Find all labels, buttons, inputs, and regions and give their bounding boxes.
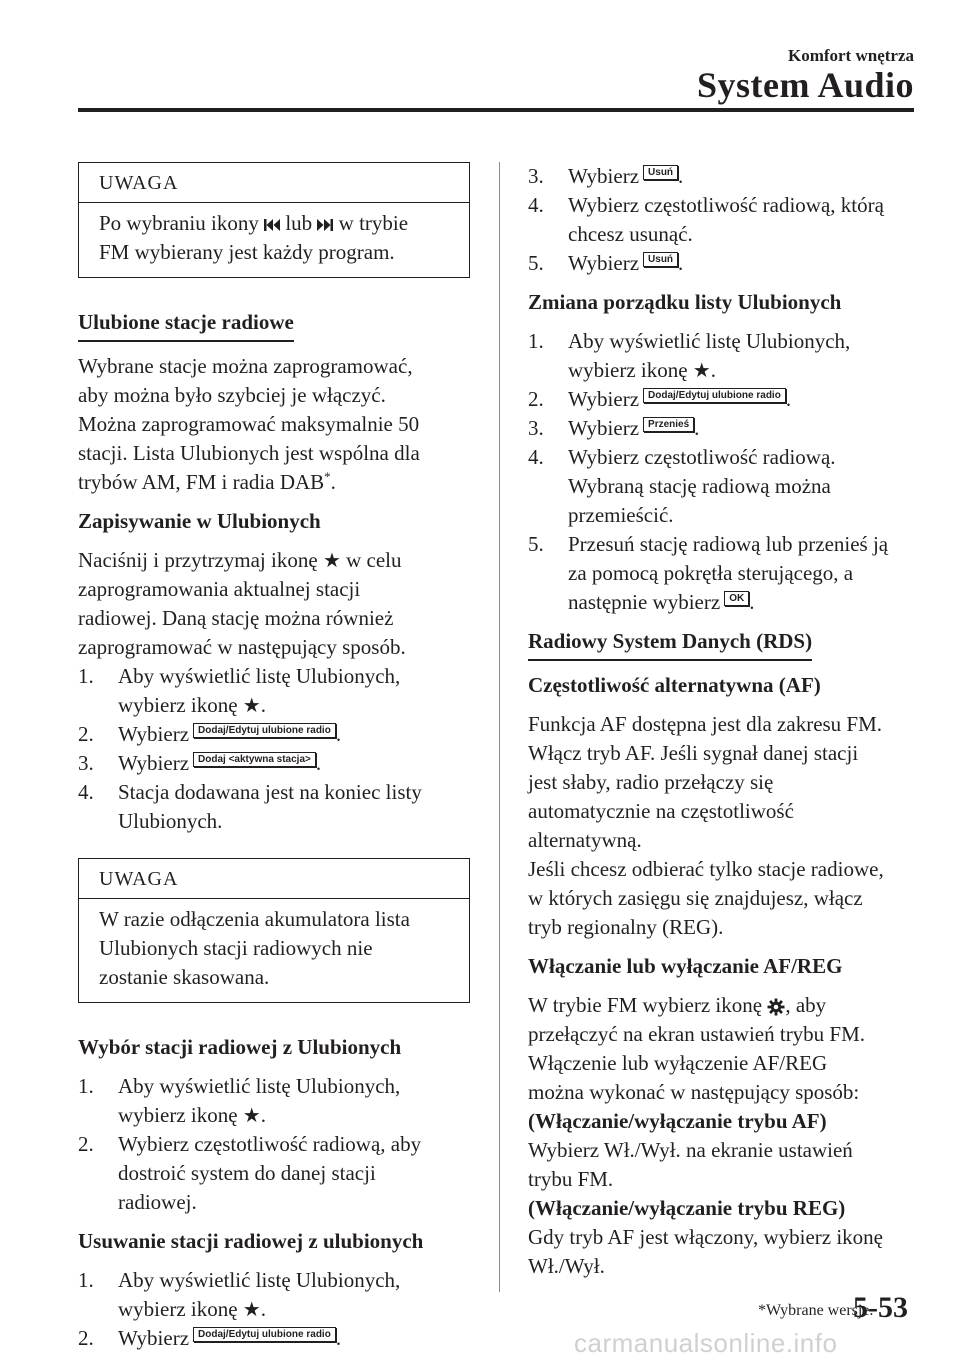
subsection-heading: Włączanie lub wyłączanie AF/REG xyxy=(528,954,843,978)
note-body xyxy=(79,203,469,277)
list-item: 2 . Wybierz Dodaj/Edytuj ulubione radio . xyxy=(528,385,920,414)
asterisk: * xyxy=(324,469,331,484)
gear-icon xyxy=(767,998,785,1016)
header-rule xyxy=(78,108,914,112)
list-item: 1 . Aby wyświetlić listę Ulubionych, wybierz ikonę ★. xyxy=(78,1072,470,1130)
star-icon: ★ xyxy=(322,548,341,572)
list-item: 3 . Wybierz Przenieś . xyxy=(528,414,920,443)
list-item: 1 . Aby wyświetlić listę Ulubionych, wybierz ikonę ★. xyxy=(78,662,470,720)
note-title: UWAGA xyxy=(79,163,469,203)
page-title: System Audio xyxy=(696,65,914,105)
list-item: 3 . Wybierz Dodaj <aktywna stacja> . xyxy=(78,749,470,778)
ok-button[interactable]: OK xyxy=(724,591,749,606)
list-item: 5 . Przesuń stację radiową lub przenieś ją za pomocą pokrętła sterującego, a następnie wybierz OK . xyxy=(528,530,920,617)
star-icon: ★ xyxy=(692,358,711,382)
section-heading: Ulubione stacje radiowe xyxy=(78,308,294,342)
subsection-heading: Wybór stacji radiowej z Ulubionych xyxy=(78,1035,402,1059)
save-paragraph: Naciśnij i przytrzymaj ikonę ★ w celu zaprogramowania aktualnej stacji radiowej. Daną stację można również zaprogramować w następujący sposób. xyxy=(78,548,406,659)
subsection-heading: Częstotliwość alternatywna (AF) xyxy=(528,673,821,697)
add-active-station-button[interactable]: Dodaj <aktywna stacja> xyxy=(193,752,316,767)
list-item: 2 . Wybierz Dodaj/Edytuj ulubione radio . xyxy=(78,720,470,749)
note-box xyxy=(78,162,470,278)
delete-steps xyxy=(78,1266,470,1353)
order-steps xyxy=(528,327,920,617)
note-text: FM wybierany jest każdy program. xyxy=(99,240,395,264)
section-heading: Radiowy System Danych (RDS) xyxy=(528,627,812,661)
delete-steps-continued xyxy=(528,162,920,278)
delete-button[interactable]: Usuń xyxy=(643,165,678,180)
subsection-heading: Zapisywanie w Ulubionych xyxy=(78,509,321,533)
note-text: Po wybraniu ikony xyxy=(99,211,259,235)
list-item: 2 . Wybierz częstotliwość radiową, aby dostroić system do danej stacji radiowej. xyxy=(78,1130,470,1217)
star-icon: ★ xyxy=(242,693,261,717)
left-column xyxy=(78,162,470,1353)
move-button[interactable]: Przenieś xyxy=(643,417,694,432)
list-item: 4 . Wybierz częstotliwość radiową. Wybraną stację radiową można przemieścić. xyxy=(528,443,920,530)
list-item: 2 . Wybierz Dodaj/Edytuj ulubione radio . xyxy=(78,1324,470,1353)
seek-forward-icon xyxy=(317,218,333,232)
section-label: Komfort wnętrza xyxy=(787,46,914,65)
list-item: 4 . Wybierz częstotliwość radiową, którą chcesz usunąć. xyxy=(528,191,920,249)
list-item: 5 . Wybierz Usuń . xyxy=(528,249,920,278)
procedure-heading: (Włączanie/wyłączanie trybu AF) xyxy=(528,1109,827,1133)
af-paragraph: Funkcja AF dostępna jest dla zakresu FM. Włącz tryb AF. Jeśli sygnał danej stacji jest słaby, radio przełączy się automatycznie na częstotliwość alternatywną. Jeśli chcesz odbierać tylko stacje radiowe, w których zasięgu się znajdujesz, włącz tryb regionalny (REG). xyxy=(528,712,884,939)
star-icon: ★ xyxy=(242,1297,261,1321)
add-edit-favorites-button[interactable]: Dodaj/Edytuj ulubione radio xyxy=(643,388,786,403)
note-text: lub xyxy=(285,211,313,235)
delete-button[interactable]: Usuń xyxy=(643,252,678,267)
list-item: 1 . Aby wyświetlić listę Ulubionych, wybierz ikonę ★. xyxy=(78,1266,470,1324)
note-text: w trybie xyxy=(338,211,409,235)
right-column xyxy=(528,162,920,1281)
watermark: carmanualsonline.info xyxy=(574,1328,838,1358)
note-body: W razie odłączenia akumulatora lista Ulubionych stacji radiowych nie zostanie skasowana. xyxy=(99,907,410,989)
list-item: 3 . Wybierz Usuń . xyxy=(528,162,920,191)
list-item: 4 . Stacja dodawana jest na koniec listy Ulubionych. xyxy=(78,778,470,836)
procedure-heading: (Włączanie/wyłączanie trybu REG) xyxy=(528,1196,846,1220)
note-title: UWAGA xyxy=(79,859,469,899)
save-steps xyxy=(78,662,470,836)
fav-paragraph: Wybrane stacje można zaprogramować, aby można było szybciej je włączyć. Można zaprogramować maksymalnie 50 stacji. Lista Ulubionych jest wspólna dla trybów AM, FM i radia DAB*. xyxy=(78,354,420,494)
subsection-heading: Usuwanie stacji radiowej z ulubionych xyxy=(78,1229,424,1253)
star-icon: ★ xyxy=(242,1103,261,1127)
subsection-heading: Zmiana porządku listy Ulubionych xyxy=(528,290,842,314)
page-number: 5-53 xyxy=(853,1291,908,1324)
add-edit-favorites-button[interactable]: Dodaj/Edytuj ulubione radio xyxy=(193,1327,336,1342)
select-steps xyxy=(78,1072,470,1217)
onoff-paragraph: W trybie FM wybierz ikonę , aby przełączyć na ekran ustawień trybu FM. Włączenie lub wyłączenie AF/REG można wykonać w następujący sposób: (Włączanie/wyłączanie trybu AF) Wybierz Wł./Wył. na ekranie ustawień trybu FM. (Włączanie/wyłączanie trybu REG) Gdy tryb AF jest włączony, wybierz ikonę Wł./Wył. xyxy=(528,991,920,1281)
note-box xyxy=(78,858,470,1003)
seek-back-icon xyxy=(264,218,280,232)
column-divider xyxy=(499,162,500,1292)
footnote: *Wybrane wersje. xyxy=(758,1302,874,1319)
list-item: 1 . Aby wyświetlić listę Ulubionych, wybierz ikonę ★. xyxy=(528,327,920,385)
add-edit-favorites-button[interactable]: Dodaj/Edytuj ulubione radio xyxy=(193,723,336,738)
